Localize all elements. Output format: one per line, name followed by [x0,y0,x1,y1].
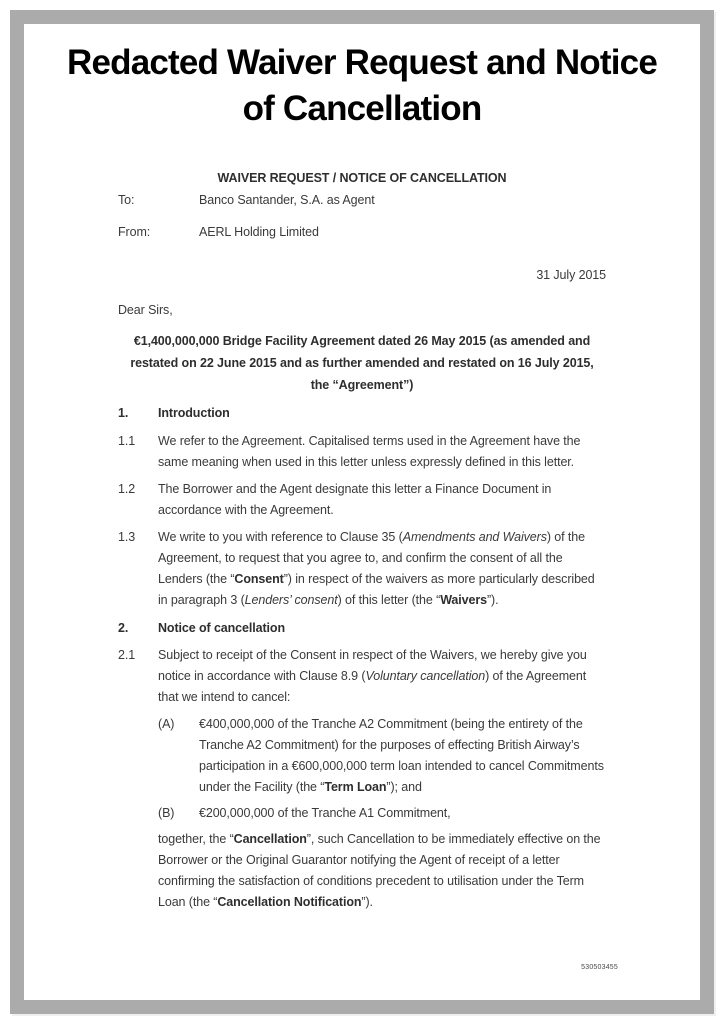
list-item-b [158,803,606,824]
to-row [118,190,606,211]
section-title: Introduction [158,406,230,420]
paragraph-1-1 [118,431,606,473]
from-label: From: [118,225,151,239]
to-value: Banco Santander, S.A. as Agent [199,193,375,207]
closing-paragraph: together, the “Cancellation”, such Cancellation to be immediately effective on the Borrower or the Original Guarantor notifying the Agent of receipt of a letter confirming the satisfaction of conditions precedent to utilisation under the Term Loan (the “Cancellation Notification”). [158,832,601,909]
title-line-1: Redacted Waiver Request and Notice [66,43,657,82]
document-page [24,40,700,1016]
paragraph-number: 1.2 [118,482,136,496]
subject-line: €1,400,000,000 Bridge Facility Agreement dated 26 May 2015 (as amended and restated on 22 June 2015 and as further amended and restated on 16 July 2015, the “Agreement”) [130,334,594,392]
section-1-heading [118,403,606,424]
doc-number: 530503455 [581,964,618,971]
paragraph-number: 1.1 [118,434,136,448]
paragraph-1-2 [118,479,606,521]
paragraph-text: Subject to receipt of the Consent in respect of the Waivers, we hereby give you notice in accordance with Clause 8.9 (Voluntary cancellation) of the Agreement that we intend to cancel: [158,648,587,704]
list-item-label: (B) [158,806,175,820]
paragraph-text: We refer to the Agreement. Capitalised terms used in the Agreement have the same meaning when used in this letter unless expressly defined in this letter. [158,434,581,469]
salutation: Dear Sirs, [118,303,173,317]
title-line-2: of Cancellation [242,89,482,128]
letter-body [118,168,606,913]
paragraph-text: We write to you with reference to Clause 35 (Amendments and Waivers) of the Agreement, to request that you agree to, and confirm the consent of all the Lenders (the “Consent”) in respect of the waivers as more particularly described in paragraph 3 (Lenders’ consent) of this letter (the “Waivers”). [158,530,595,607]
document-title [24,40,700,132]
paragraph-1-3 [118,527,606,611]
list-item-text: €200,000,000 of the Tranche A1 Commitment, [199,806,451,820]
list-item-a [158,714,606,798]
paragraph-text: The Borrower and the Agent designate this letter a Finance Document in accordance with the Agreement. [158,482,552,517]
list-item-text: €400,000,000 of the Tranche A2 Commitment (being the entirety of the Tranche A2 Commitment) for the purposes of effecting British Airway’s participation in a €600,000,000 term loan intended to cancel Commitments under the Facility (the “Term Loan”); and [199,717,604,794]
document-frame [10,10,714,1014]
section-2-heading [118,618,606,639]
from-row [118,222,606,243]
to-label: To: [118,193,135,207]
list-item-label: (A) [158,717,175,731]
paragraph-number: 1.3 [118,530,136,544]
paragraph-number: 2.1 [118,648,136,662]
section-number: 2. [118,621,129,635]
section-title: Notice of cancellation [158,621,285,635]
paragraph-2-1 [118,645,606,708]
letter-heading: WAIVER REQUEST / NOTICE OF CANCELLATION [217,171,507,185]
letter-date: 31 July 2015 [536,268,606,282]
section-number: 1. [118,406,129,420]
from-value: AERL Holding Limited [199,225,319,239]
